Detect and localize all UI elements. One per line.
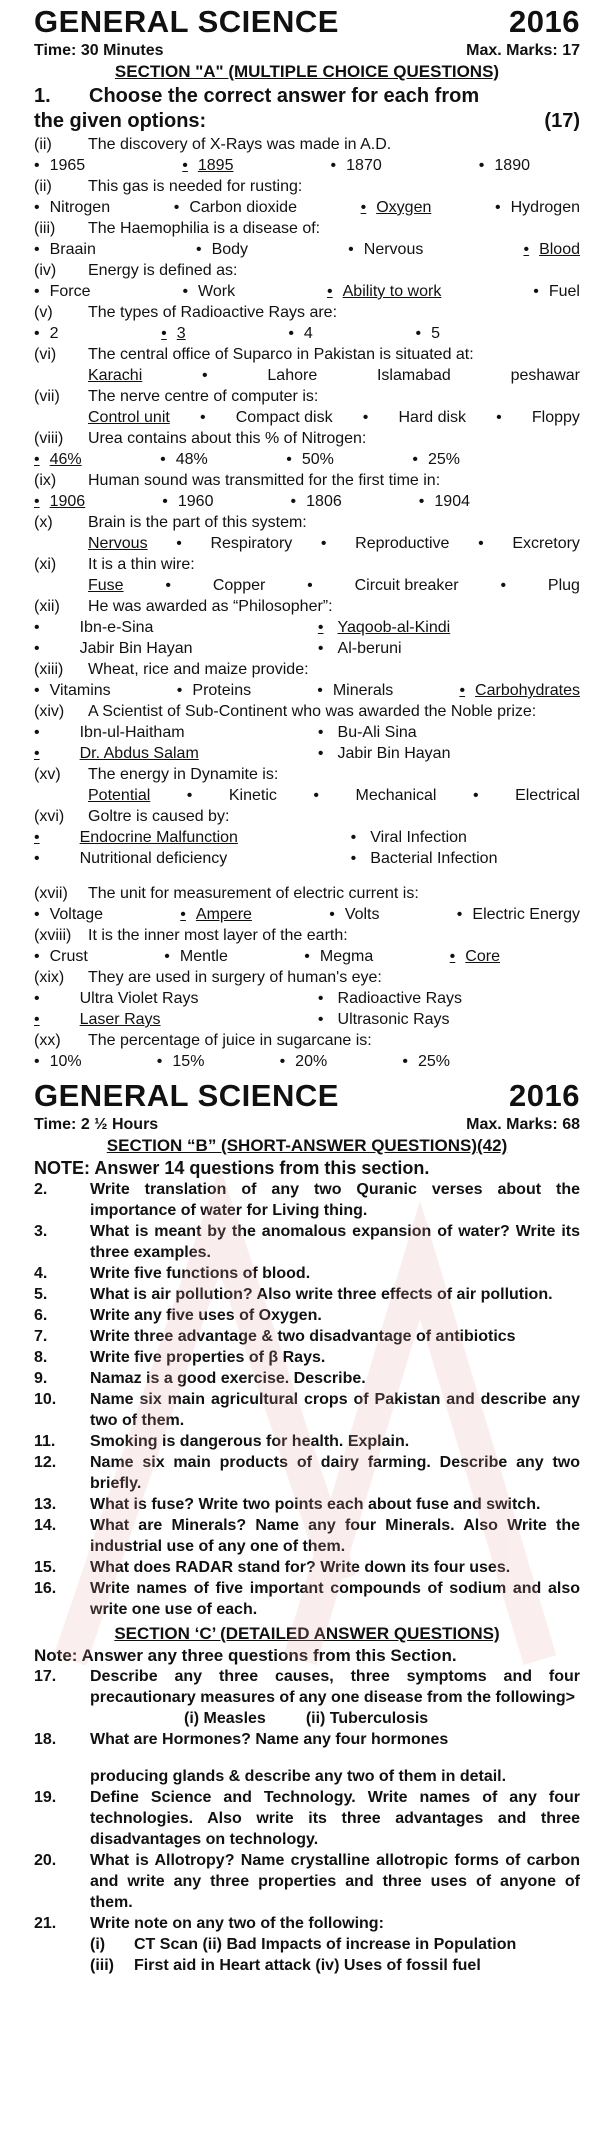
mcq-question: (xi) It is a thin wire: [34,556,195,573]
mcq-option-correct[interactable]: • Dr. Abdus Salam [34,743,318,764]
short-question: 4. Write five functions of blood. [34,1265,311,1282]
mcq-option[interactable]: • Bacterial Infection [351,848,580,869]
part-a-title-row [34,0,580,40]
short-question: 16. Write names of five important compounds of sodium and also write one use of each. [34,1580,580,1618]
part-b-time: Time: 2 ½ Hours [34,1116,159,1133]
section-b-title: SECTION “B” (SHORT-ANSWER QUESTIONS)(42) [106,1136,508,1155]
mcq-option[interactable]: • Fuel [533,281,580,302]
mcq-option[interactable]: • Body [196,239,248,260]
mcq-question: (viii) Urea contains about this % of Nitrogen: [34,430,367,447]
mcq-option[interactable]: • Nutritional deficiency [34,848,351,869]
mcq-question: (xii) He was awarded as “Philosopher”: [34,598,333,615]
mcq-option[interactable]: • Jabir Bin Hayan [318,743,580,764]
part-a-marks: Max. Marks: 17 [466,42,580,59]
short-question-list [34,1179,580,1620]
mcq-option[interactable]: • Nitrogen [34,197,110,218]
mcq-question: (iii) The Haemophilia is a disease of: [34,220,321,237]
q1-heading-line2: the given options: (17) [34,110,580,132]
mcq-option-correct[interactable]: • Ability to work [327,281,441,302]
mcq-option[interactable]: • 1870 [331,155,382,176]
mcq-question: (xiii) Wheat, rice and maize provide: [34,661,309,678]
long-question-18-cont: producing glands & describe any two of them in detail. [90,1768,507,1785]
mcq-question: (iv) Energy is defined as: [34,262,238,279]
mcq-option-correct[interactable]: • 1895 [182,155,233,176]
mcq-option-correct[interactable]: • 46% [34,449,82,470]
mcq-option[interactable]: • Al-beruni [318,638,580,659]
mcq-option[interactable]: Circuit breaker [354,577,459,594]
part-b-marks: Max. Marks: 68 [466,1116,580,1133]
mcq-option-correct[interactable]: Fuse [88,577,124,594]
mcq-option[interactable]: • 1904 [419,491,470,512]
mcq-option[interactable]: • 50% [286,449,334,470]
long-question-18: 18. What are Hormones? Name any four hormones [34,1731,449,1748]
mcq-option[interactable]: • 1960 [162,491,213,512]
mcq-option[interactable]: Kinetic [228,787,277,804]
short-question: 7. Write three advantage & two disadvantage of antibiotics [34,1328,516,1345]
mcq-option[interactable]: Respiratory [210,535,293,552]
mcq-list [34,134,580,1072]
mcq-option[interactable]: Copper [212,577,266,594]
mcq-option[interactable]: Hard disk [398,409,467,426]
mcq-options [34,617,580,659]
mcq-options [34,491,580,512]
part-b-meta [34,1116,580,1134]
mcq-option-correct[interactable]: • 1906 [34,491,85,512]
mcq-options: Fuse • Copper • Circuit breaker • Plug [88,577,580,594]
mcq-option[interactable]: • Carbon dioxide [174,197,297,218]
mcq-option[interactable]: Mechanical [355,787,437,804]
mcq-options [34,155,580,176]
part-a-meta [34,42,580,60]
mcq-option[interactable]: • Mentle [164,946,228,967]
short-question: 3. What is meant by the anomalous expansion of water? Write its three examples. [34,1223,580,1261]
mcq-option[interactable]: • Work [182,281,235,302]
mcq-option[interactable]: • Nervous [348,239,423,260]
mcq-option[interactable]: • 20% [280,1051,328,1072]
short-question: 2. Write translation of any two Quranic verses about the importance of water for Living thing. [34,1181,580,1219]
section-b-note: NOTE: Answer 14 questions from this section. [34,1158,430,1178]
mcq-question: (xv) The energy in Dynamite is: [34,766,279,783]
mcq-option[interactable]: • 25% [412,449,460,470]
mcq-option[interactable]: • Bu-Ali Sina [318,722,580,743]
mcq-option[interactable]: • Ultra Violet Rays [34,988,318,1009]
mcq-option[interactable]: • Force [34,281,91,302]
long-question-17-options: (i) Measles (ii) Tuberculosis [184,1710,429,1727]
mcq-question: (ii) The discovery of X-Rays was made in A.D. [34,136,392,153]
mcq-options [34,988,580,1030]
mcq-option-correct[interactable]: • Carbohydrates [459,680,580,701]
q1-heading: 1. Choose the correct answer for each from [34,85,480,107]
mcq-option[interactable]: • 1890 [479,155,530,176]
long-question-19: 19. Define Science and Technology. Write names of any four technologies. Also write its three advantages and three disadvantages on technology. [34,1789,580,1848]
part-b-title-row [34,1078,580,1114]
mcq-option[interactable]: • Vitamins [34,680,111,701]
mcq-option[interactable]: • Electric Energy [457,904,580,925]
mcq-option-correct[interactable]: Karachi [88,367,143,384]
mcq-option-correct[interactable]: • Laser Rays [34,1009,318,1030]
mcq-option-correct[interactable]: Nervous [88,535,148,552]
section-a-title: SECTION "A" (MULTIPLE CHOICE QUESTIONS) [114,62,500,81]
mcq-question: (xiv) A Scientist of Sub-Continent who was awarded the Noble prize: [34,703,537,720]
mcq-question: (vii) The nerve centre of computer is: [34,388,319,405]
mcq-option[interactable]: • Proteins [177,680,251,701]
mcq-option-correct[interactable]: Control unit [88,409,170,426]
mcq-option[interactable]: • 5 [415,323,440,344]
mcq-option[interactable]: • Radioactive Rays [318,988,580,1009]
short-question: 8. Write five properties of β Rays. [34,1349,326,1366]
mcq-option[interactable]: • Braain [34,239,96,260]
mcq-option[interactable]: • 1806 [291,491,342,512]
mcq-option-correct[interactable]: Potential [88,787,151,804]
mcq-option[interactable]: • 4 [288,323,313,344]
mcq-question: (xix) They are used in surgery of human's eye: [34,969,382,986]
mcq-question: (ii) This gas is needed for rusting: [34,178,303,195]
part-a-year: 2016 [509,4,580,39]
mcq-options: Control unit • Compact disk • Hard disk • Floppy [88,409,580,426]
mcq-option[interactable]: Floppy [531,409,580,426]
mcq-option-correct[interactable]: • Ampere [180,904,252,925]
part-b-year: 2016 [509,1078,580,1113]
mcq-question: (xviii) It is the inner most layer of the earth: [34,927,348,944]
section-c-title: SECTION ‘C’ (DETAILED ANSWER QUESTIONS) [114,1624,500,1643]
long-question-20: 20. What is Allotropy? Name crystalline allotropic forms of carbon and write any three properties and three uses of anyone of them. [34,1852,580,1911]
mcq-option[interactable]: • Jabir Bin Hayan [34,638,318,659]
long-question-21-line2: (iii) First aid in Heart attack (iv) Uses of fossil fuel [90,1957,481,1974]
mcq-option[interactable]: • Ibn-e-Sina [34,617,318,638]
part-a-subject: GENERAL SCIENCE [34,4,339,39]
mcq-question: (xvii) The unit for measurement of electric current is: [34,885,419,902]
mcq-option[interactable]: • Hydrogen [495,197,580,218]
part-b-subject: GENERAL SCIENCE [34,1078,339,1113]
mcq-options: Karachi • Lahore Islamabad peshawar [88,367,580,384]
mcq-question: (x) Brain is the part of this system: [34,514,307,531]
mcq-option[interactable]: • 2 [34,323,59,344]
mcq-options [34,827,580,869]
mcq-question: (xvi) Goltre is caused by: [34,808,230,825]
mcq-option[interactable]: • Voltage [34,904,103,925]
mcq-option-correct[interactable]: • Endocrine Malfunction [34,827,351,848]
mcq-option[interactable]: • 1965 [34,155,85,176]
mcq-option[interactable]: Compact disk [235,409,333,426]
mcq-option[interactable]: Islamabad [376,367,451,384]
mcq-option-correct[interactable]: • 3 [161,323,186,344]
mcq-option[interactable]: • 10% [34,1051,82,1072]
mcq-question: (xx) The percentage of juice in sugarcane is: [34,1032,372,1049]
short-question: 5. What is air pollution? Also write three effects of air pollution. [34,1286,553,1303]
short-question: 11. Smoking is dangerous for health. Explain. [34,1433,410,1450]
mcq-option[interactable]: peshawar [510,367,580,384]
long-question-21: 21. Write note on any two of the following: [34,1915,384,1932]
mcq-option-correct[interactable]: • Blood [523,239,580,260]
mcq-options [34,946,580,967]
mcq-option[interactable]: • Minerals [317,680,393,701]
mcq-options [34,904,580,925]
short-question: 6. Write any five uses of Oxygen. [34,1307,322,1324]
mcq-option[interactable]: • Viral Infection [351,827,580,848]
mcq-option[interactable]: Plug [547,577,580,594]
mcq-options: Potential • Kinetic • Mechanical • Electrical [88,787,580,804]
mcq-options [34,281,580,302]
mcq-options [34,680,580,701]
mcq-options [34,323,580,344]
mcq-option[interactable]: Lahore [267,367,318,384]
long-question-21-line1: (i) CT Scan (ii) Bad Impacts of increase in Population [90,1936,517,1953]
mcq-options [34,449,580,470]
short-question: 12. Name six main products of dairy farming. Describe any two briefly. [34,1454,580,1492]
mcq-option[interactable]: • 48% [160,449,208,470]
short-question: 13. What is fuse? Write two points each about fuse and switch. [34,1496,541,1513]
mcq-option-correct[interactable]: • Core [450,946,500,967]
mcq-options [34,197,580,218]
mcq-option[interactable]: • 15% [157,1051,205,1072]
short-question: 10. Name six main agricultural crops of Pakistan and describe any two of them. [34,1391,580,1429]
mcq-option[interactable]: • 25% [402,1051,450,1072]
mcq-option[interactable]: Excretory [512,535,580,552]
mcq-question: (vi) The central office of Suparco in Pakistan is situated at: [34,346,474,363]
mcq-option[interactable]: • Ibn-ul-Haitham [34,722,318,743]
mcq-option[interactable]: Reproductive [355,535,450,552]
short-question: 15. What does RADAR stand for? Write down its four uses. [34,1559,511,1576]
short-question: 14. What are Minerals? Name any four Minerals. Also Write the industrial use of any one of them. [34,1517,580,1555]
mcq-option[interactable]: • Volts [329,904,379,925]
mcq-option-correct[interactable]: • Yaqoob-al-Kindi [318,617,580,638]
section-c-note: Note: Answer any three questions from this Section. [34,1646,457,1665]
mcq-options [34,1051,580,1072]
mcq-option[interactable]: • Megma [304,946,373,967]
mcq-option[interactable]: Electrical [515,787,580,804]
mcq-options [34,722,580,764]
mcq-options [34,239,580,260]
mcq-option[interactable]: • Ultrasonic Rays [318,1009,580,1030]
long-question-17: 17. Describe any three causes, three symptoms and four precautionary measures of any one disease from the following> [34,1668,580,1706]
mcq-options: Nervous • Respiratory • Reproductive • Excretory [88,535,580,552]
mcq-option-correct[interactable]: • Oxygen [361,197,432,218]
part-a-time: Time: 30 Minutes [34,42,164,59]
mcq-option[interactable]: • Crust [34,946,88,967]
mcq-question: (ix) Human sound was transmitted for the first time in: [34,472,441,489]
short-question: 9. Namaz is a good exercise. Describe. [34,1370,366,1387]
mcq-question: (v) The types of Radioactive Rays are: [34,304,338,321]
